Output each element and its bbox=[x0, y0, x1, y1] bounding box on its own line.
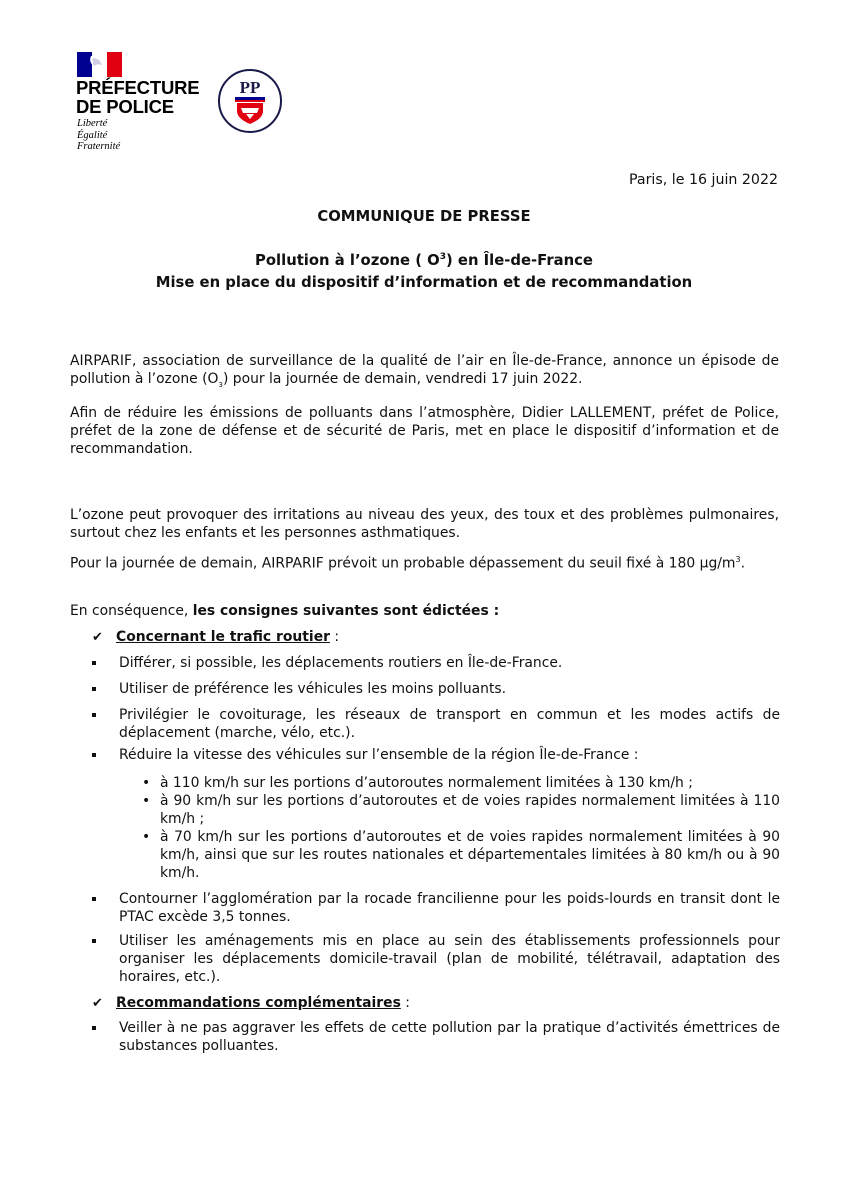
release-date: Paris, le 16 juin 2022 bbox=[628, 172, 778, 188]
prefecture-name-line2: DE POLICE bbox=[76, 96, 174, 117]
list-item: Différer, si possible, les déplacements routiers en Île-de-France. bbox=[92, 654, 780, 672]
motto-fraternite: Fraternité bbox=[77, 141, 121, 152]
section-traffic-title: Concernant le trafic routier bbox=[116, 629, 330, 645]
square-bullet-icon bbox=[92, 897, 96, 901]
speed-item: • à 90 km/h sur les portions d’autoroutes et de voies rapides normalement limitées à 110 km/h ; bbox=[142, 793, 780, 827]
speed-item: • à 70 km/h sur les portions d’autoroutes et de voies rapides normalement limitées à 90 km/h, ainsi que sur les routes nationales et départementales limitées à 80 km/h ou à 90 km/h. bbox=[142, 829, 780, 881]
list-item: Utiliser les aménagements mis en place au sein des établissements professionnels pour organiser les déplacements domicile-travail (plan de mobilité, télétravail, adaptation des horaires, etc.). bbox=[92, 932, 780, 986]
list-item: Contourner l’agglomération par la rocade francilienne pour les poids-lourds en transit dont le PTAC excède 3,5 tonnes. bbox=[92, 890, 780, 926]
consequence-paragraph: En conséquence, les consignes suivantes sont édictées : bbox=[70, 603, 500, 619]
prefecture-police-emblem-icon bbox=[217, 68, 283, 134]
square-bullet-icon bbox=[92, 939, 96, 943]
square-bullet-icon bbox=[92, 661, 96, 665]
motto-liberte: Liberté bbox=[77, 118, 108, 129]
health-paragraph-2: Pour la journée de demain, AIRPARIF prévoit un probable dépassement du seuil fixé à 180 $\mu g/m^3$. bbox=[70, 555, 745, 572]
speed-item: • à 110 km/h sur les portions d’autoroutes normalement limitées à 130 km/h ; bbox=[142, 775, 693, 791]
section-traffic-heading: ✔ Concernant le trafic routier : bbox=[92, 629, 340, 645]
health-paragraph-1: L’ozone peut provoquer des irritations au niveau des yeux, des toux et des problèmes pulmonaires, surtout chez les enfants et les personnes asthmatiques. bbox=[70, 507, 779, 541]
checkmark-icon: ✔ bbox=[92, 630, 103, 645]
square-bullet-icon bbox=[92, 1026, 96, 1030]
intro-paragraph-2: Afin de réduire les émissions de polluants dans l’atmosphère, Didier LALLEMENT, préfet de Police, préfet de la zone de défense et de sécurité de Paris, met en place le dispositif d’information et de recommandation. bbox=[70, 405, 779, 457]
intro-paragraph-1: AIRPARIF, association de surveillance de la qualité de l’air en Île-de-France, annonce un épisode de pollution à l’ozone $(O_3)$ pour la journée de demain, vendredi 17 juin 2022. bbox=[70, 353, 779, 389]
square-bullet-icon bbox=[92, 713, 96, 717]
list-item: Privilégier le covoiturage, les réseaux de transport en commun et les modes actifs de déplacement (marche, vélo, etc.). bbox=[92, 706, 780, 742]
prefecture-name bbox=[76, 78, 199, 116]
republic-motto bbox=[77, 118, 120, 153]
list-item: Réduire la vitesse des véhicules sur l’ensemble de la région Île-de-France : bbox=[92, 746, 780, 764]
marianne-logo-icon bbox=[77, 52, 122, 77]
square-bullet-icon bbox=[92, 753, 96, 757]
page-subtitle bbox=[0, 246, 848, 294]
bullet-dot-icon: • bbox=[142, 775, 151, 791]
square-bullet-icon bbox=[92, 687, 96, 691]
list-item: Veiller à ne pas aggraver les effets de cette pollution par la pratique d’activités émettrices de substances polluantes. bbox=[92, 1019, 780, 1055]
section-recommendations-title: Recommandations complémentaires bbox=[116, 995, 401, 1011]
svg-text:PP: PP bbox=[239, 78, 261, 97]
subtitle-line1: Pollution à l’ozone ( $O^3$) en Île-de-France bbox=[255, 251, 593, 269]
prefecture-name-line1: PRÉFECTURE bbox=[76, 77, 200, 98]
subtitle-line2: Mise en place du dispositif d’information et de recommandation bbox=[155, 273, 693, 291]
page-title: COMMUNIQUE DE PRESSE bbox=[317, 208, 531, 225]
list-item: Utiliser de préférence les véhicules les moins polluants. bbox=[92, 680, 780, 698]
motto-egalite: Égalité bbox=[77, 129, 108, 141]
section-recommendations-heading: ✔ Recommandations complémentaires : bbox=[92, 995, 410, 1011]
checkmark-icon: ✔ bbox=[92, 996, 103, 1011]
bullet-dot-icon: • bbox=[142, 829, 151, 845]
bullet-dot-icon: • bbox=[142, 793, 151, 809]
